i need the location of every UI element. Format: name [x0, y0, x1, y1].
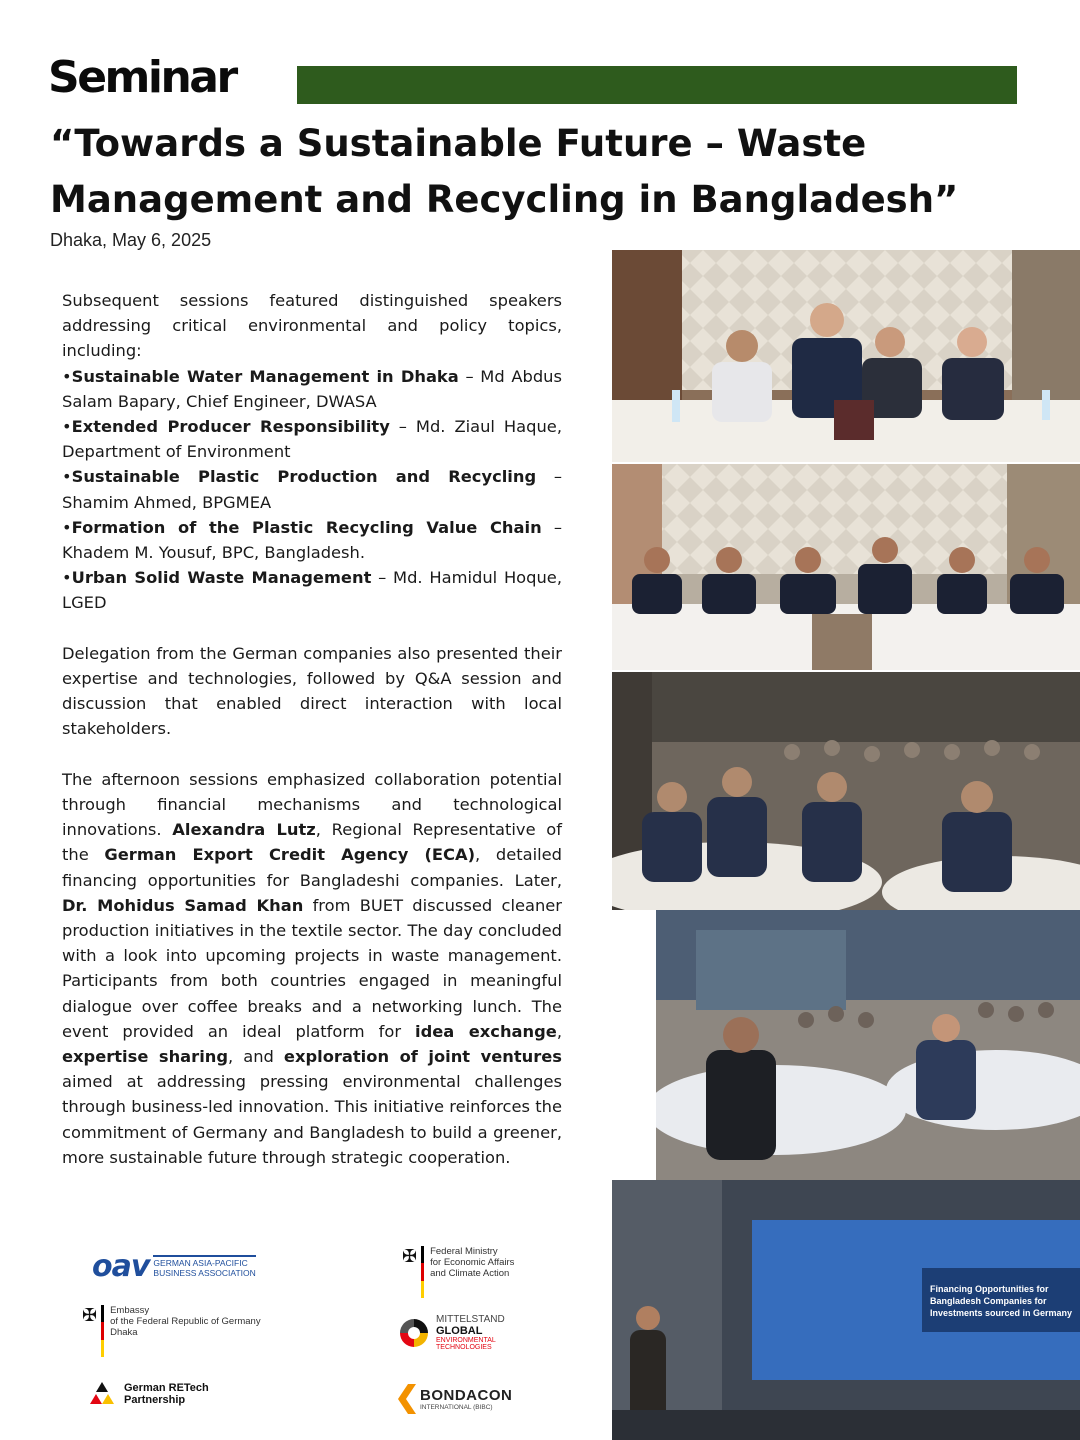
oav-line: BUSINESS ASSOCIATION	[153, 1268, 256, 1278]
session-topic: Sustainable Plastic Production and Recycling	[71, 467, 537, 487]
intro-paragraph: Subsequent sessions featured distinguished speakers addressing critical environmental and policy topics, including:	[62, 291, 562, 361]
bondacon-line: BONDACON	[420, 1387, 513, 1404]
retech-line: German RETech	[124, 1382, 209, 1394]
mittelstand-line: ENVIRONMENTAL	[436, 1337, 496, 1344]
session-speaker: – Md. Hamidul Hoque, LGED	[62, 568, 562, 613]
mittelstand-line: GLOBAL	[436, 1325, 483, 1337]
text-run: ,	[556, 1021, 562, 1041]
photo-presentation	[612, 1180, 1080, 1440]
article-body	[62, 288, 562, 1170]
ministry-line: for Economic Affairs	[430, 1257, 515, 1268]
text-run: , detailed financing opportunities for Bangladeshi companies. Later,	[62, 845, 562, 890]
oav-mark: oav	[92, 1249, 150, 1284]
bullet: •	[62, 417, 72, 437]
ministry-line: and Climate Action	[430, 1268, 510, 1279]
german-flag-stripe	[101, 1305, 104, 1357]
mittelstand-logo	[398, 1314, 505, 1351]
embassy-line: Embassy	[110, 1305, 150, 1316]
slide-title-line: Financing Opportunities for	[930, 1284, 1049, 1294]
photo-speaker-panel	[612, 250, 1080, 462]
session-speaker: – Md Abdus Salam Bapary, Chief Engineer, DWASA	[62, 366, 562, 411]
session-item	[62, 414, 562, 464]
mittelstand-line: TECHNOLOGIES	[436, 1344, 492, 1351]
dateline: Dhaka, May 6, 2025	[50, 230, 212, 250]
session-topic: Extended Producer Responsibility	[71, 417, 390, 437]
title-accent-bar	[297, 66, 1017, 104]
afternoon-paragraph	[62, 767, 562, 1170]
text-run: , Regional Representative of the	[62, 820, 562, 865]
highlight-term: exploration of joint ventures	[283, 1047, 562, 1067]
oav-logo	[92, 1249, 256, 1284]
embassy-line: of the Federal Republic of Germany	[110, 1316, 261, 1327]
highlight-term: idea exchange	[415, 1021, 557, 1041]
text-run: The afternoon sessions emphasized collaboration potential through financial mechanisms and technological innovations.	[62, 769, 562, 840]
bondacon-line: INTERNATIONAL (BIBC)	[420, 1404, 493, 1411]
session-speaker: – Shamim Ahmed, BPGMEA	[62, 467, 562, 512]
session-topic: Formation of the Plastic Recycling Value Chain	[71, 517, 542, 537]
embassy-line: Dhaka	[110, 1327, 138, 1338]
text-run: from BUET discussed cleaner production initiatives in the textile sector. The day concluded with a look into upcoming projects in waste management. Participants from both countries engaged in meaningful dialogue over coffee breaks and a networking lunch. The event provided an ideal platform for	[62, 895, 562, 1041]
bullet: •	[62, 467, 72, 487]
slide-title-line: Bangladesh Companies for	[930, 1296, 1047, 1306]
highlight-term: expertise sharing	[62, 1047, 229, 1067]
seminar-label: Seminar	[48, 52, 236, 103]
bullet: •	[62, 517, 72, 537]
bullet: •	[62, 568, 72, 588]
bullet: •	[62, 366, 72, 386]
delegation-paragraph: Delegation from the German companies also presented their expertise and technologies, followed by Q&A session and discussion that enabled direct interaction with local stakeholders.	[62, 643, 562, 739]
photo-audience	[612, 672, 1080, 910]
ministry-line: Federal Ministry	[430, 1246, 498, 1257]
slide-title-line: Investments sourced in Germany	[930, 1308, 1073, 1318]
mittelstand-globe-icon	[398, 1317, 430, 1349]
bondacon-logo	[398, 1384, 512, 1414]
text-run: aimed at addressing pressing environmental challenges through business-led innovation. This initiative reinforces the commitment of Germany and Bangladesh to build a greener, more sustainable future through strategic cooperation.	[62, 1072, 562, 1167]
photo-audience-wide	[656, 910, 1080, 1180]
organization-name: German Export Credit Agency (ECA)	[104, 845, 476, 865]
eagle-icon: ✠	[402, 1246, 418, 1266]
speaker-name: Dr. Mohidus Samad Khan	[62, 895, 304, 915]
session-speaker: – Md. Ziaul Haque, Department of Environment	[62, 417, 562, 462]
retech-line: Partnership	[124, 1394, 186, 1406]
session-speaker: – Khadem M. Yousuf, BPC, Bangladesh.	[62, 517, 562, 563]
embassy-logo	[82, 1305, 261, 1357]
recycle-icon	[88, 1380, 116, 1408]
retech-logo	[88, 1380, 209, 1408]
session-item	[62, 464, 562, 514]
session-topic: Urban Solid Waste Management	[71, 568, 372, 588]
text-run: , and	[228, 1047, 284, 1067]
page-title: “Towards a Sustainable Future – Waste Management and Recycling in Bangladesh”	[50, 122, 959, 221]
session-item	[62, 515, 562, 565]
photo-panel-table	[612, 464, 1080, 670]
eagle-icon: ✠	[82, 1305, 98, 1325]
german-flag-stripe	[421, 1246, 424, 1298]
oav-line: GERMAN ASIA-PACIFIC	[153, 1258, 248, 1268]
session-topic: Sustainable Water Management in Dhaka	[71, 366, 459, 386]
bondacon-mark-icon	[398, 1384, 416, 1414]
session-item	[62, 364, 562, 414]
session-item	[62, 565, 562, 615]
speaker-name: Alexandra Lutz	[172, 820, 316, 840]
mittelstand-line: MITTELSTAND	[436, 1314, 505, 1325]
ministry-logo	[402, 1246, 514, 1298]
